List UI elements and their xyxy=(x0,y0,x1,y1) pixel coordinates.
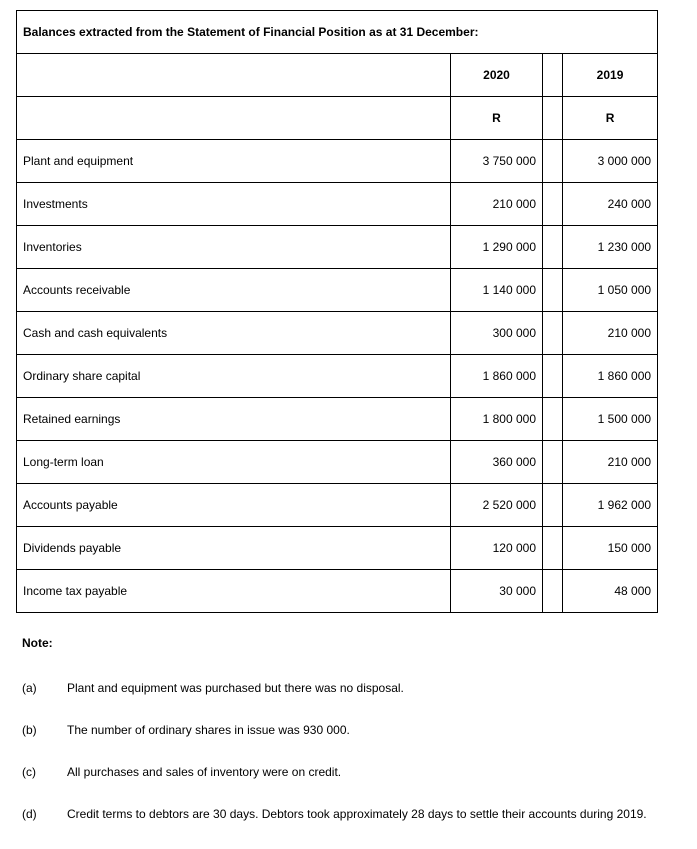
note-letter: (d) xyxy=(22,807,37,821)
row-label: Accounts payable xyxy=(17,484,451,527)
row-value-2020: 2 520 000 xyxy=(451,484,543,527)
year-2019-header: 2019 xyxy=(563,54,658,97)
notes-section xyxy=(22,636,682,849)
row-label: Retained earnings xyxy=(17,398,451,441)
year-header-row xyxy=(17,54,658,97)
spacer-cell xyxy=(543,398,563,441)
table-row xyxy=(17,355,658,398)
row-value-2020: 1 290 000 xyxy=(451,226,543,269)
row-value-2019: 1 230 000 xyxy=(563,226,658,269)
row-value-2019: 1 050 000 xyxy=(563,269,658,312)
row-value-2019: 3 000 000 xyxy=(563,140,658,183)
blank-unit-cell xyxy=(17,97,451,140)
table-title-row xyxy=(17,11,658,54)
row-value-2019: 1 962 000 xyxy=(563,484,658,527)
row-value-2020: 1 800 000 xyxy=(451,398,543,441)
row-value-2019: 240 000 xyxy=(563,183,658,226)
row-value-2020: 210 000 xyxy=(451,183,543,226)
table-row xyxy=(17,269,658,312)
note-item xyxy=(22,681,682,723)
note-text: Plant and equipment was purchased but there was no disposal. xyxy=(67,681,404,695)
row-value-2019: 48 000 xyxy=(563,570,658,613)
table-row xyxy=(17,398,658,441)
table-row xyxy=(17,484,658,527)
unit-2020-header: R xyxy=(451,97,543,140)
row-value-2019: 150 000 xyxy=(563,527,658,570)
row-value-2020: 1 860 000 xyxy=(451,355,543,398)
note-text: All purchases and sales of inventory were on credit. xyxy=(67,765,342,779)
spacer-cell xyxy=(543,441,563,484)
notes-heading: Note: xyxy=(22,636,53,650)
table-title: Balances extracted from the Statement of Financial Position as at 31 December: xyxy=(17,11,658,54)
row-label: Income tax payable xyxy=(17,570,451,613)
spacer-cell xyxy=(543,183,563,226)
row-value-2020: 30 000 xyxy=(451,570,543,613)
row-value-2019: 1 500 000 xyxy=(563,398,658,441)
spacer-cell xyxy=(543,570,563,613)
spacer-cell xyxy=(543,312,563,355)
row-value-2020: 300 000 xyxy=(451,312,543,355)
note-text: The number of ordinary shares in issue was 930 000. xyxy=(67,723,350,737)
spacer-cell xyxy=(543,54,563,97)
row-label: Ordinary share capital xyxy=(17,355,451,398)
table-row xyxy=(17,226,658,269)
row-value-2020: 120 000 xyxy=(451,527,543,570)
table-row xyxy=(17,527,658,570)
row-label: Accounts receivable xyxy=(17,269,451,312)
spacer-cell xyxy=(543,269,563,312)
table-row xyxy=(17,312,658,355)
row-value-2019: 1 860 000 xyxy=(563,355,658,398)
unit-2019-header: R xyxy=(563,97,658,140)
unit-header-row xyxy=(17,97,658,140)
financial-position-table xyxy=(16,10,658,613)
note-letter: (c) xyxy=(22,765,36,779)
note-item xyxy=(22,807,682,849)
spacer-cell xyxy=(543,226,563,269)
row-value-2020: 1 140 000 xyxy=(451,269,543,312)
spacer-cell xyxy=(543,97,563,140)
note-text: Credit terms to debtors are 30 days. Debtors took approximately 28 days to settle their accounts during 2019. xyxy=(67,807,647,821)
blank-header-cell xyxy=(17,54,451,97)
row-value-2019: 210 000 xyxy=(563,312,658,355)
spacer-cell xyxy=(543,527,563,570)
note-item xyxy=(22,765,682,807)
table-row xyxy=(17,441,658,484)
spacer-cell xyxy=(543,140,563,183)
row-value-2020: 360 000 xyxy=(451,441,543,484)
year-2020-header: 2020 xyxy=(451,54,543,97)
row-label: Investments xyxy=(17,183,451,226)
spacer-cell xyxy=(543,355,563,398)
note-item xyxy=(22,723,682,765)
row-value-2020: 3 750 000 xyxy=(451,140,543,183)
balances-sheet xyxy=(16,10,657,613)
row-value-2019: 210 000 xyxy=(563,441,658,484)
table-row xyxy=(17,570,658,613)
note-letter: (b) xyxy=(22,723,37,737)
row-label: Dividends payable xyxy=(17,527,451,570)
row-label: Plant and equipment xyxy=(17,140,451,183)
table-row xyxy=(17,183,658,226)
spacer-cell xyxy=(543,484,563,527)
row-label: Long-term loan xyxy=(17,441,451,484)
table-row xyxy=(17,140,658,183)
row-label: Cash and cash equivalents xyxy=(17,312,451,355)
note-letter: (a) xyxy=(22,681,37,695)
row-label: Inventories xyxy=(17,226,451,269)
notes-list xyxy=(22,681,682,849)
